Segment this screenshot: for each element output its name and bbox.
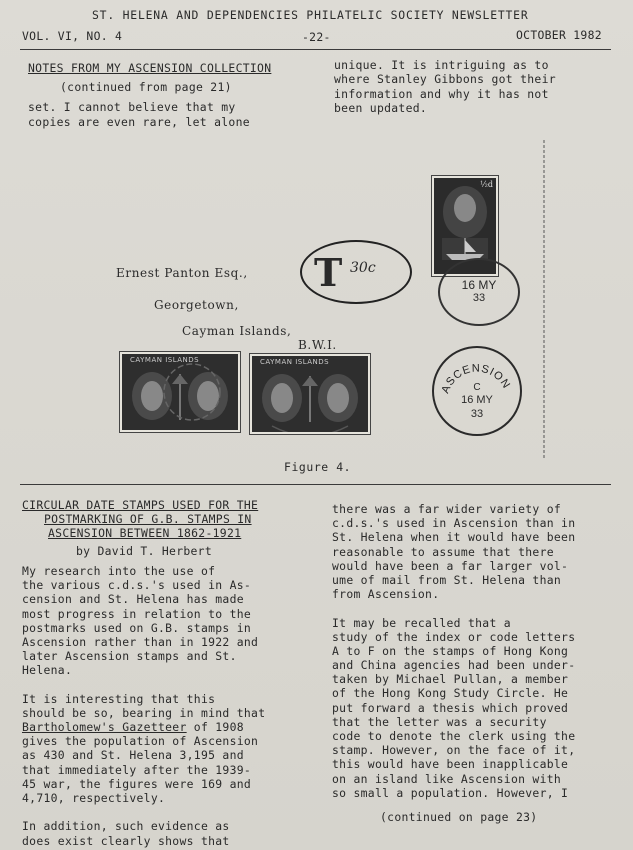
address-line: Ernest Panton Esq., (116, 266, 248, 280)
article2-text-line (22, 678, 284, 692)
article2-text-line: the various c.d.s.'s used in As- (22, 578, 252, 593)
envelope-figure (110, 140, 550, 460)
issue-date: OCTOBER 1982 (516, 28, 602, 42)
newsletter-title: ST. HELENA AND DEPENDENCIES PHILATELIC SOCIETY NEWSLETTER (92, 8, 529, 22)
article2-text-line: 4,710, respectively. (22, 791, 166, 805)
postage-due-value: 30c (350, 260, 376, 276)
article2-text-line (332, 601, 610, 615)
article2-text-line: Ascension rather than in 1922 and (22, 634, 259, 649)
figure-caption: Figure 4. (284, 460, 352, 474)
address-line: B.W.I. (298, 338, 337, 352)
article1-left-line: set. I cannot believe that my (28, 100, 236, 114)
article2-text-line: It may be recalled that a (332, 615, 511, 630)
article1-right-line: where Stanley Gibbons got their (334, 72, 556, 86)
article1-left-line: copies are even rare, let alone (28, 115, 250, 129)
article2-text-line: Bartholomew's Gazetteer of 1908 (22, 720, 244, 735)
cayman-stamp-portraits-icon (122, 354, 238, 430)
article1-title: NOTES FROM MY ASCENSION COLLECTION (28, 61, 272, 75)
article2-text-line: It is interesting that this (22, 691, 216, 706)
article1-right-line: been updated. (334, 101, 428, 115)
article2-title-line: POSTMARKING OF G.B. STAMPS IN (44, 512, 252, 526)
article2-right-column (332, 502, 610, 800)
ascension-postmark (432, 346, 522, 436)
postmark-code: C (473, 382, 481, 393)
article2-text-line: put forward a thesis which proved (332, 700, 569, 715)
stamp-value-label: ½d (480, 180, 493, 189)
page-number: -22- (302, 30, 331, 44)
address-line: Cayman Islands, (182, 324, 292, 338)
article2-text-line: would have been a far larger vol- (332, 558, 569, 573)
article2-text-line: so small a population. However, I (332, 785, 569, 800)
article2-text-line: reasonable to assume that there (332, 544, 554, 559)
cayman-stamp-left (120, 352, 240, 432)
article2-text-line: c.d.s.'s used in Ascension than in (332, 516, 576, 531)
article2-text-line: and China agencies had been under- (332, 658, 576, 673)
gazetteer-reference: Bartholomew's Gazetteer (22, 720, 187, 735)
postage-due-mark (300, 240, 412, 304)
article2-text-line (22, 805, 284, 819)
article2-text-line: My research into the use of (22, 564, 216, 578)
postage-due-letter: T (314, 250, 343, 295)
article2-text-line: St. Helena when it would have been (332, 530, 576, 545)
postmark-year: 33 (470, 408, 484, 420)
section-rule (20, 484, 611, 485)
article2-text-line: does exist clearly shows that (22, 833, 230, 848)
article2-text-line: this would have been inapplicable (332, 757, 569, 772)
article2-continued-on: (continued on page 23) (380, 810, 538, 824)
article2-text-line: study of the index or code letters (332, 629, 576, 644)
article2-text-line: from Ascension. (332, 587, 440, 602)
postmark-town: ASCENSION (439, 362, 513, 396)
article2-text-line: stamp. However, on the face of it, (332, 743, 576, 758)
cayman-stamp-country: CAYMAN ISLANDS (130, 356, 200, 364)
article2-text-line: there was a far wider variety of (332, 502, 562, 516)
article1-right-line: information and why it has not (334, 87, 549, 101)
article1-right-line: unique. It is intriguing as to (334, 58, 549, 72)
article2-text-line: on an island like Ascension with (332, 771, 562, 786)
article2-left-column (22, 564, 284, 848)
article2-text-line: In addition, such evidence as (22, 819, 230, 834)
article2-text-line: A to F on the stamps of Hong Kong (332, 643, 569, 658)
article2-text-line: gives the population of Ascension (22, 734, 259, 749)
article2-byline: by David T. Herbert (76, 544, 212, 558)
article2-text-line: of the Hong Kong Study Circle. He (332, 686, 569, 701)
article1-continued-from: (continued from page 21) (60, 80, 232, 94)
article2-text-line: that immediately after the 1939- (22, 762, 252, 777)
article2-text-line: as 430 and St. Helena 3,195 and (22, 748, 244, 763)
header-rule (20, 49, 611, 50)
postmark-top-date: 16 MY (461, 278, 497, 292)
article2-text-line: 45 war, the figures were 169 and (22, 776, 252, 791)
article2-text-line: taken by Michael Pullan, a member (332, 672, 569, 687)
postmark-top (438, 258, 520, 326)
article2-text-line: code to denote the clerk using the (332, 729, 576, 743)
article2-text-line: ume of mail from St. Helena than (332, 572, 562, 587)
volume-number: VOL. VI, NO. 4 (22, 29, 123, 43)
article2-text-line: that the letter was a security (332, 714, 547, 729)
article2-title-line: CIRCULAR DATE STAMPS USED FOR THE (22, 498, 259, 512)
postmark-top-year: 33 (472, 292, 486, 304)
cayman-stamp-country: CAYMAN ISLANDS (260, 358, 330, 366)
article2-text-line: postmarks used on G.B. stamps in (22, 620, 252, 635)
article2-text-line: most progress in relation to the (22, 606, 252, 621)
postmark-date: 16 MY (461, 394, 493, 406)
cayman-stamp-portraits-icon (252, 356, 368, 432)
address-line: Georgetown, (154, 298, 239, 312)
article2-text-line: later Ascension stamps and St. (22, 649, 237, 664)
article2-text-line: should be so, bearing in mind that (22, 705, 266, 720)
article2-text-line: cension and St. Helena has made (22, 592, 244, 607)
cayman-stamp-right (250, 354, 370, 434)
article2-title-line: ASCENSION BETWEEN 1862-1921 (48, 526, 242, 540)
article2-text-line: Helena. (22, 663, 73, 678)
